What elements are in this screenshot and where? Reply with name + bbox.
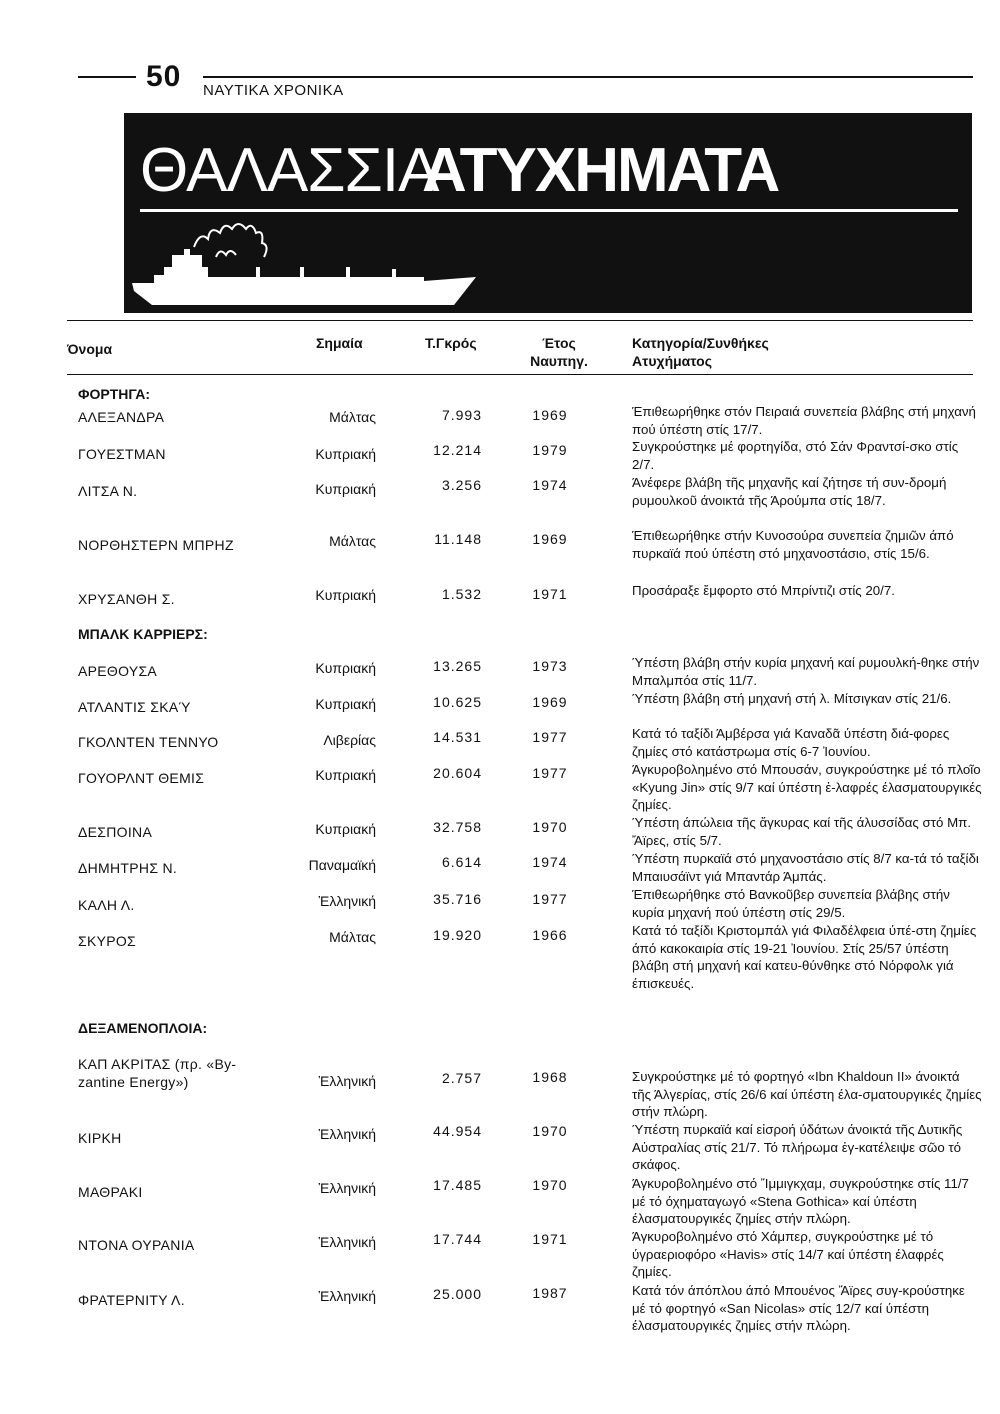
incident-description: Ύπέστη πυρκαϊά καί εἰσροή ύδάτων άνοικτά τῆς Δυτικῆς Αὐστραλίας στίς 21/7. Τό πλήρωμα ἐγ-κατέλειψε σῶο τό σκάφος.: [632, 1122, 963, 1172]
incident-description: Προσάραξε ἔμφορτο στό Μπρίντιζι στίς 20/7.: [632, 583, 895, 598]
ship-year: 1971: [532, 586, 568, 602]
ship-grt: 11.148: [434, 531, 482, 547]
ship-name: ΑΤΛΑΝΤΙΣ ΣΚΑΎ: [78, 699, 191, 715]
ship-flag: Ἑλληνική: [318, 893, 376, 909]
column-header-grt: Τ.Γκρός: [425, 335, 477, 351]
ship-name: ΚΙΡΚΗ: [78, 1130, 122, 1146]
ship-grt: 25.000: [433, 1286, 482, 1302]
column-header-name: Όνομα: [67, 341, 113, 357]
ship-grt: 20.604: [433, 765, 482, 781]
ship-year: 1977: [532, 765, 568, 781]
ship-name: ΣΚΥΡΟΣ: [78, 933, 137, 949]
page-number: 50: [146, 60, 182, 93]
ship-grt: 17.744: [433, 1231, 482, 1247]
banner-underline: [140, 209, 958, 212]
column-header-year-line2: Ναυπηγ.: [530, 353, 588, 369]
title-banner: [124, 113, 972, 313]
ship-name: ΑΛΕΞΑΝΔΡΑ: [78, 409, 165, 425]
ship-flag: Μάλτας: [329, 409, 376, 425]
ship-flag: Κυπριακή: [315, 660, 376, 676]
column-header-category-line1: Κατηγορία/Συνθήκες: [632, 335, 769, 351]
ship-flag: Κυπριακή: [315, 767, 376, 783]
ship-grt: 44.954: [433, 1123, 482, 1139]
ship-name: ΛΙΤΣΑ Ν.: [78, 483, 138, 499]
ship-flag: Ἑλληνική: [318, 1073, 376, 1089]
ship-name: ΔΗΜΗΤΡΗΣ Ν.: [78, 860, 178, 876]
ship-grt: 7.993: [441, 407, 482, 423]
banner-title-light: ΘΑΛΑΣΣΙΑ: [140, 136, 439, 205]
incident-description: Ύπέστη βλάβη στήν κυρία μηχανή καί ρυμουλκή-θηκε στήν Μπαλμπόα στίς 11/7.: [632, 655, 980, 688]
ship-year: 1970: [532, 1123, 568, 1139]
ship-year: 1969: [532, 407, 568, 423]
incident-description: Κατά τό ταξίδι Κριστομπάλ γιά Φιλαδέλφεια ύπέ-στη ζημίες άπό κακοκαιρία στίς 19-21 Ἰουνίου. Στίς 25/57 ύπέστη βλάβη στή μηχανή καί κατευ-θύνθηκε στό Νόρφολκ γιά έπισκευές.: [632, 923, 977, 991]
table-header-rule: [67, 374, 973, 375]
ship-year: 1974: [532, 854, 568, 870]
incident-description: Κατά τό ταξίδι Άμβέρσα γιά Καναδᾶ ύπέστη διά-φορες ζημίες στό κατάστρωμα στίς 6-7 Ἰουνίου.: [632, 726, 950, 759]
ship-year: 1987: [532, 1285, 568, 1301]
ship-flag: Λιβερίας: [323, 732, 376, 748]
ship-grt: 13.265: [433, 658, 482, 674]
ship-flag: Παναμαϊκή: [308, 857, 376, 873]
incident-description: Άγκυροβολημένο στό Χάμπερ, συγκρούστηκε μέ τό ύγραεριοφόρο «Havis» στίς 14/7 καί ύπέστη έλαφρές ζημίες.: [632, 1229, 944, 1279]
header-rule-right: [203, 76, 973, 78]
ship-grt: 6.614: [441, 854, 482, 870]
ship-flag: Κυπριακή: [315, 587, 376, 603]
incident-description: Έπιθεωρήθηκε στόν Πειραιά συνεπεία βλάβης στή μηχανή πού ύπέστη στίς 17/7.: [632, 404, 976, 437]
column-header-year-line1: Έτος: [542, 335, 576, 351]
column-header-category-line2: Ατυχήματος: [632, 353, 712, 369]
ship-name: ΝΟΡΘΗΣΤΕΡΝ ΜΠΡΗΖ: [78, 537, 234, 553]
ship-grt: 17.485: [433, 1177, 482, 1193]
ship-grt: 19.920: [433, 927, 482, 943]
incident-description: Συγκρούστηκε μέ τό φορτηγό «Ibn Khaldoun II» άνοικτά τῆς Άλγερίας, στίς 26/6 καί ύπέστη έλα-σματουργικές ζημίες στήν πλώρη.: [632, 1069, 982, 1119]
ship-name: ΜΑΘΡΑΚΙ: [78, 1184, 143, 1200]
publication-title: ΝΑΥΤΙΚΑ ΧΡΟΝΙΚΑ: [203, 82, 344, 99]
ship-year: 1977: [532, 729, 568, 745]
incident-description: Έπιθεωρήθηκε στό Βανκοῦβερ συνεπεία βλάβης στήν κυρία μηχανή πού ύπέστη στίς 29/5.: [632, 887, 950, 920]
ship-name: ΓΟΥΕΣΤΜΑΝ: [78, 446, 166, 462]
incident-description: Ύπέστη βλάβη στή μηχανή στή λ. Μίτσιγκαν στίς 21/6.: [632, 691, 952, 706]
column-header-flag: Σημαία: [316, 335, 363, 351]
ship-grt: 1.532: [441, 586, 482, 602]
ship-year: 1969: [532, 694, 568, 710]
ship-year: 1979: [532, 442, 568, 458]
incident-description: Άνέφερε βλάβη τῆς μηχανῆς καί ζήτησε τή συν-δρομή ρυμουλκοῦ άνοικτά τῆς Άρούμπα στίς 18/7.: [632, 475, 947, 508]
ship-grt: 14.531: [433, 729, 482, 745]
banner-title-bold: ΑΤΥΧΗΜΑΤΑ: [422, 136, 779, 205]
ship-year: 1969: [532, 531, 568, 547]
ship-name: ΦΡΑΤΕΡΝΙΤΥ Λ.: [78, 1292, 185, 1308]
ship-name: ΑΡΕΘΟΥΣΑ: [78, 663, 158, 679]
ship-flag: Μάλτας: [329, 533, 376, 549]
incident-description: Έπιθεωρήθηκε στήν Κυνοσούρα συνεπεία ζημιῶν άπό πυρκαϊά πού ύπέστη στό μηχανοστάσιο, στίς 15/6.: [632, 528, 954, 561]
ship-year: 1970: [532, 819, 568, 835]
ship-flag: Μάλτας: [329, 929, 376, 945]
ship-name: ΔΕΣΠΟΙΝΑ: [78, 824, 153, 840]
ship-year: 1971: [532, 1231, 568, 1247]
column-header-category: [632, 334, 769, 370]
ship-year: 1974: [532, 477, 568, 493]
ship-flag: Κυπριακή: [315, 446, 376, 462]
ship-flag: Κυπριακή: [315, 696, 376, 712]
incident-description: Άγκυροβολημένο στό Ἴμμιγκχαμ, συγκρούστηκε στίς 11/7 μέ τό όχηματαγωγό «Stena Gothica» καί ύπέστη έλασματουργικές ζημίες στήν πλώρη.: [632, 1176, 969, 1226]
ship-year: 1977: [532, 891, 568, 907]
ship-name: ΓΚΟΛΝΤΕΝ ΤΕΝΝΥΟ: [78, 734, 219, 750]
ship-flag: Κυπριακή: [315, 481, 376, 497]
ship-name: ΓΟΥΟΡΛΝΤ ΘΕΜΙΣ: [78, 770, 205, 786]
ship-year: 1970: [532, 1177, 568, 1193]
page-header: [0, 0, 1000, 110]
ship-name: ΚΑΛΗ Λ.: [78, 897, 135, 913]
ship-grt: 3.256: [441, 477, 482, 493]
incident-description: Άγκυροβολημένο στό Μπουσάν, συγκρούστηκε μέ τό πλοῖο «Kyung Jin» στίς 9/7 καί ύπέστη ἐ-λαφρές έλασματουργικές ζημίες.: [632, 762, 982, 812]
section-title-cargo: ΦΟΡΤΗΓΑ:: [78, 386, 151, 402]
ship-year: 1973: [532, 658, 568, 674]
ship-grt: 12.214: [433, 442, 482, 458]
incident-description: Ύπέστη πυρκαϊά στό μηχανοστάσιο στίς 8/7 κα-τά τό ταξίδι Μπαιυσάϊντ γιά Μπαντάρ Άμπάς.: [632, 851, 979, 884]
incident-description: Συγκρούστηκε μέ φορτηγίδα, στό Σάν Φραντσί-σκο στίς 2/7.: [632, 439, 959, 472]
ship-flag: Κυπριακή: [315, 821, 376, 837]
ship-grt: 10.625: [433, 694, 482, 710]
ship-name: ΧΡΥΣΑΝΘΗ Σ.: [78, 591, 175, 607]
table-top-rule: [67, 320, 973, 321]
ship-name: ΚΑΠ ΑΚΡΙΤΑΣ (πρ. «By-zantine Energy»): [78, 1056, 237, 1090]
burning-ship-icon: [124, 213, 484, 313]
incident-description: Ύπέστη άπώλεια τῆς ἄγκυρας καί τῆς άλυσσίδας στό Μπ. Ἄϊρες, στίς 5/7.: [632, 815, 972, 848]
ship-year: 1966: [532, 927, 568, 943]
column-header-year: [524, 334, 594, 370]
ship-flag: Ἑλληνική: [318, 1180, 376, 1196]
section-title-bulk-carriers: ΜΠΑΛΚ ΚΑΡΡΙΕΡΣ:: [78, 626, 208, 642]
ship-grt: 32.758: [433, 819, 482, 835]
incident-description: Κατά τόν άπόπλου άπό Μπουένος Ἄϊρες συγ-κρούστηκε μέ τό φορτηγό «San Nicolas» στίς 12/7 καί ύπέστη έλασματουργικές ζημίες στήν πλώρη.: [632, 1283, 965, 1333]
ship-year: 1968: [532, 1069, 568, 1085]
ship-flag: Ἑλληνική: [318, 1126, 376, 1142]
ship-flag: Ἑλληνική: [318, 1234, 376, 1250]
section-title-tankers: ΔΕΞΑΜΕΝΟΠΛΟΙΑ:: [78, 1020, 208, 1036]
ship-grt: 35.716: [433, 891, 482, 907]
ship-grt: 2.757: [441, 1070, 482, 1086]
ship-name: ΝΤΟΝΑ ΟΥΡΑΝΙΑ: [78, 1237, 195, 1253]
header-rule-left: [78, 76, 136, 78]
ship-flag: Ἑλληνική: [318, 1288, 376, 1304]
